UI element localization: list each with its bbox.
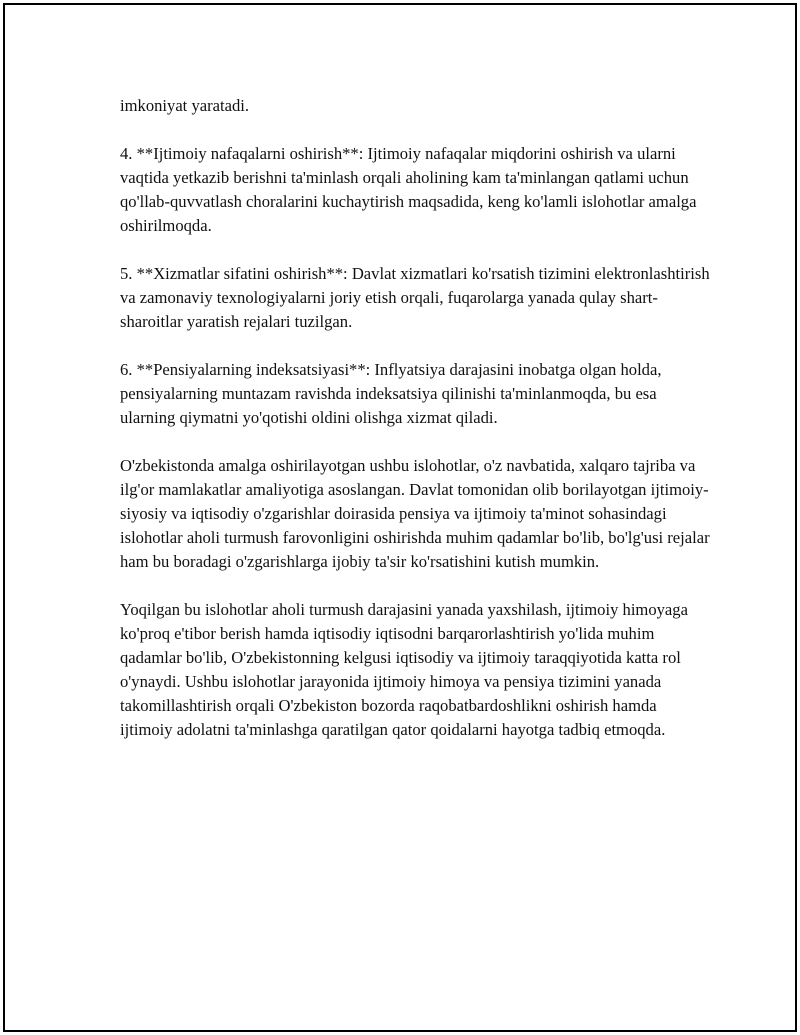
paragraph-item-4: 4. **Ijtimoiy nafaqalarni oshirish**: Ijtimoiy nafaqalar miqdorini oshirish va ularni vaqtida yetkazib berishni ta'minlash orqali aholining kam ta'minlangan qatlami uchun qo'llab-quvvatlash choralarini kuchaytirish maqsadida, keng ko'lamli islohotlar amalga oshirilmoqda. [120,144,697,235]
paragraph-reforms-overview: O'zbekistonda amalga oshirilayotgan ushbu islohotlar, o'z navbatida, xalqaro tajriba va ilg'or mamlakatlar amaliyotiga asoslangan. Davlat tomonidan olib borilayotgan ijtimoiy-siyosiy va iqtisodiy o'zgarishlar doirasida pensiya va ijtimoiy ta'minot sohasindagi islohotlar aholi turmush farovonligini oshirishda muhim qadamlar bo'lib, bo'lg'usi rejalar ham bu boradagi o'zgarishlarga ijobiy ta'sir ko'rsatishini kutish mumkin. [120,456,710,571]
document-body [120,94,710,766]
paragraph-item-6: 6. **Pensiyalarning indeksatsiyasi**: Inflyatsiya darajasini inobatga olgan holda, pensiyalarning muntazam ravishda indeksatsiya qilinishi ta'minlanmoqda, bu esa ularning qiymatni yo'qotishi oldini olishga xizmat qiladi. [120,360,662,427]
document-page [3,3,797,1032]
paragraph-conclusion: Yoqilgan bu islohotlar aholi turmush darajasini yanada yaxshilash, ijtimoiy himoyaga ko'proq e'tibor berish hamda iqtisodiy iqtisodni barqarorlashtirish yo'lida muhim qadamlar bo'lib, O'zbekistonning kelgusi iqtisodiy va ijtimoiy taraqqiyotida katta rol o'ynaydi. Ushbu islohotlar jarayonida ijtimoiy himoya va pensiya tizimini yanada takomillashtirish orqali O'zbekiston bozorda raqobatbardoshlikni oshirish hamda ijtimoiy adolatni ta'minlashga qaratilgan qator qoidalarni hayotga tadbiq etmoqda. [120,600,688,739]
paragraph-continuation: imkoniyat yaratadi. [120,96,250,115]
paragraph-item-5: 5. **Xizmatlar sifatini oshirish**: Davlat xizmatlari ko'rsatish tizimini elektronlashtirish va zamonaviy texnologiyalarni joriy etish orqali, fuqarolarga yanada qulay shart-sharoitlar yaratish rejalari tuzilgan. [120,264,710,331]
